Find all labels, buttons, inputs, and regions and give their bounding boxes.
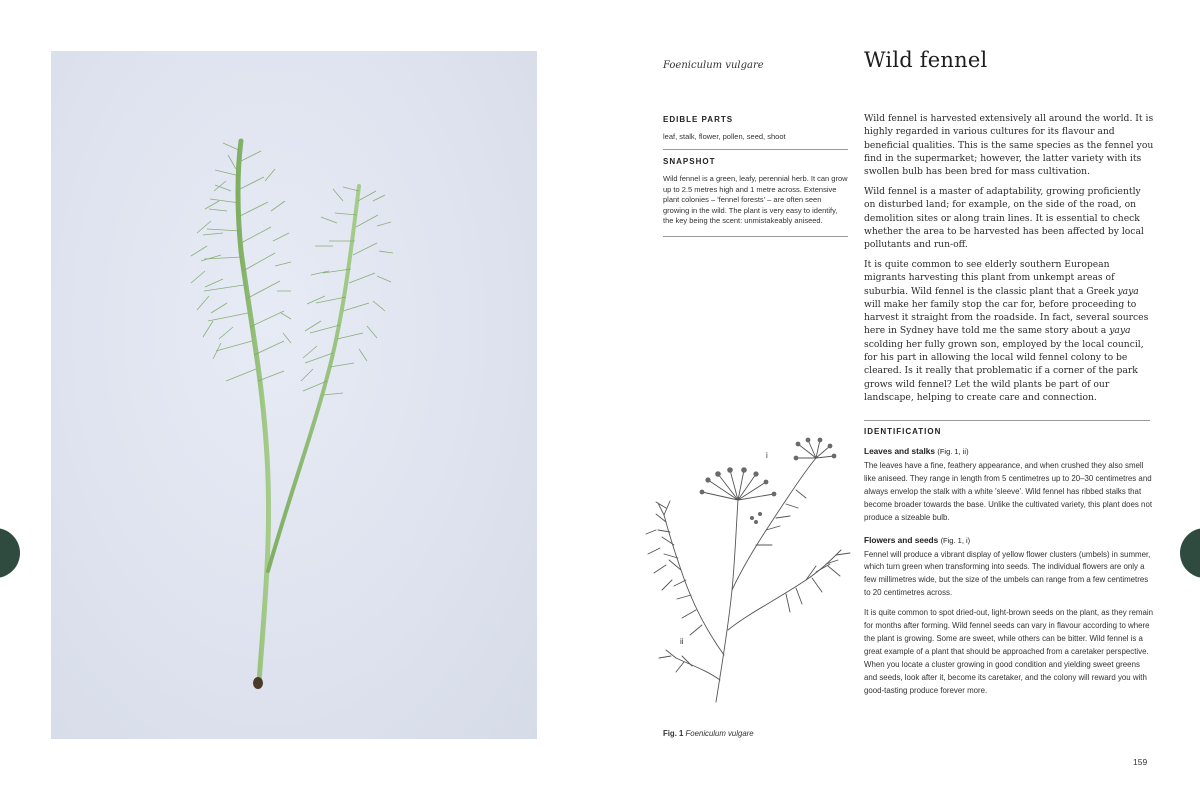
body-paragraph: Wild fennel is a master of adaptability, growing proficiently on disturbed land; for example, on the side of the road, on demolition sites or along train lines. It is essential to check whether the area to be harvested has been affected by local pollutants and run-off. [864,185,1144,251]
leaves-stalks-heading: Leaves and stalks (Fig. 1, ii) [864,446,969,456]
body-paragraph: Wild fennel is harvested extensively all around the world. It is highly regarded in various cultures for its flavour and beneficial qualities. This is the same species as the fennel you find in the supermarket; however, the latter variety with its swollen bulb has been bred for mass cultivation. [864,113,1154,178]
fennel-botanical-illustration [636,430,852,710]
divider-rule [864,420,1150,421]
flowers-seeds-text: It is quite common to spot dried-out, light-brown seeds on the plant, as they remain for months after forming. Wild fennel seeds can vary in flavour according to where the plant is growing. Some are sweet, while others can be bitter. Wild fennel is a great example of a plant that should be approached from a caretaker perspective. When you locate a cluster growing in good condition and yielding sweet greens and seeds, look after it, become its caretaker, and the colony will reward you with good-tasting produce forever more. [864,608,1154,695]
edible-parts-section [663,115,848,143]
snapshot-text: Wild fennel is a green, leafy, perennial herb. It can grow up to 2.5 metres high and 1 metre across. Extensive plant colonies – 'fennel forests' – are often seen growing in the wild. The plant is very easy to identify, the key being the scent: unmistakeably aniseed. [663,174,848,225]
fennel-photograph [51,51,537,739]
edible-parts-heading: EDIBLE PARTS [663,115,734,124]
identification-section [864,427,1154,698]
page-title: Wild fennel [864,48,988,72]
figure-label-ii: ii [680,637,684,646]
species-latin-name: Foeniculum vulgare [663,60,764,71]
previous-page-tab[interactable] [0,528,20,578]
fennel-sprig-image [51,51,537,739]
snapshot-heading: SNAPSHOT [663,157,716,166]
flowers-seeds-heading: Flowers and seeds (Fig. 1, i) [864,534,971,545]
snapshot-section [663,157,848,227]
figure-caption: Fig. 1 Foeniculum vulgare [663,729,754,738]
body-paragraph: It is quite common to see elderly southern European migrants harvesting this plant from unkempt areas of suburbia. Wild fennel is the classic plant that a Greek yaya will make her family stop the car for, before proceeding to harvest it straight from the roadside. In fact, several sources here in Sydney have told me the same story about a yaya scolding her fully grown son, employed by the local council, for his part in allowing the local wild fennel colony to be cleared. Is it really that problematic if a corner of the park grows wild fennel? Let the wild plants be part of our landscape, helping to create care and connection. [864,258,1149,403]
edible-parts-text: leaf, stalk, flower, pollen, seed, shoot [663,132,786,141]
flowers-seeds-text: Fennel will produce a vibrant display of yellow flower clusters (umbels) in summer, which turn green when transforming into seeds. The individual flowers are only a few millimetres wide, but the size of the umbels can range from a few centimetres to 20 centimetres across. [864,549,1151,598]
leaves-stalks-text: The leaves have a fine, feathery appearance, and when crushed they also smell like aniseed. They range in length from 5 centimetres up to 20–30 centimetres and always envelop the stalk with a white 'sleeve'. Wild fennel has ribbed stalks that become broader towards the base. Unlike the cultivated variety, this plant does not produce a sizeable bulb. [864,461,1153,522]
identification-heading: IDENTIFICATION [864,427,942,436]
page-number: 159 [1133,757,1148,767]
figure-label-i: i [766,451,768,460]
main-body-text [864,112,1154,411]
next-page-tab[interactable] [1180,528,1200,578]
divider-rule [663,149,848,150]
divider-rule [663,236,848,237]
